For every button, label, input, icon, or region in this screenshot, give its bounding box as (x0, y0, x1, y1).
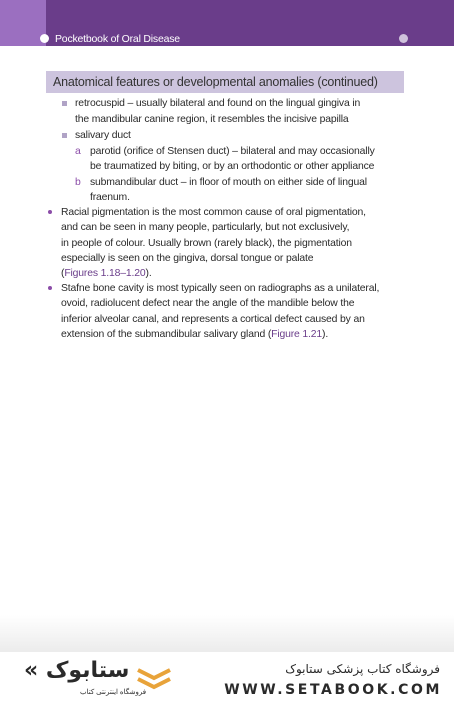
racial-line-5 (61, 268, 152, 280)
racial-line-4: especially is seen on the gingiva, dorsal tongue or palate (61, 253, 314, 264)
racial-line-3: in people of colour. Usually brown (rarely black), the pigmentation (61, 238, 352, 249)
setabook-logo: « ستابوک (24, 658, 130, 683)
page-bottom-shadow (0, 615, 454, 655)
figure-reference-link[interactable]: Figures 1.18–1.20 (64, 268, 146, 279)
salivary-duct-label: salivary duct (75, 130, 131, 141)
round-bullet-icon (48, 286, 52, 290)
store-footer (0, 652, 454, 703)
submandibular-line-2: fraenum. (90, 192, 130, 203)
stafne-ref-close: ). (322, 329, 329, 340)
logo-text: ستابوک (45, 658, 130, 683)
stafne-line-4 (61, 329, 328, 341)
list-letter-a: a (75, 146, 81, 157)
stafne-line-2: ovoid, radiolucent defect near the angle of the mandible below the (61, 298, 355, 309)
stafne-line-4-text: extension of the submandibular salivary gland ( (61, 329, 272, 340)
racial-ref-open: ( (61, 268, 65, 279)
store-name: فروشگاه کتاب پزشکی ستابوک (285, 662, 440, 676)
logo-tagline: فروشگاه اینترنتی کتاب (80, 689, 147, 696)
header-bullet-icon (40, 34, 49, 43)
submandibular-line-1: submandibular duct – in floor of mouth on either side of lingual (90, 177, 367, 188)
setabook-logo-chevron-icon (134, 666, 174, 690)
page-header (0, 0, 454, 46)
section-heading-box (46, 71, 404, 93)
parotid-line-1: parotid (orifice of Stensen duct) – bilateral and may occasionally (90, 146, 375, 157)
section-heading: Anatomical features or developmental anomalies (continued) (53, 75, 378, 89)
racial-line-1: Racial pigmentation is the most common cause of oral pigmentation, (61, 207, 366, 218)
racial-line-2: and can be seen in many people, particularly, but not exclusively, (61, 222, 350, 233)
round-bullet-icon (48, 210, 52, 214)
square-bullet-icon (62, 101, 67, 106)
running-title: Pocketbook of Oral Disease (55, 33, 180, 45)
parotid-line-2: be traumatized by biting, or by an orthodontic or other appliance (90, 161, 375, 172)
store-url-link[interactable]: WWW.SETABOOK.COM (224, 682, 442, 698)
retrocuspid-line-1: retrocuspid – usually bilateral and found on the lingual gingiva in (75, 98, 361, 109)
square-bullet-icon (62, 133, 67, 138)
figure-reference-link[interactable]: Figure 1.21 (271, 329, 323, 340)
retrocuspid-line-2: the mandibular canine region, it resembles the incisive papilla (75, 114, 349, 125)
stafne-line-3: inferior alveolar canal, and represents a cortical defect caused by an (61, 314, 365, 325)
racial-ref-close: ). (145, 268, 152, 279)
stafne-line-1: Stafne bone cavity is most typically seen on radiographs as a unilateral, (61, 283, 380, 294)
list-letter-b: b (75, 177, 81, 188)
header-page-marker-icon (399, 34, 408, 43)
